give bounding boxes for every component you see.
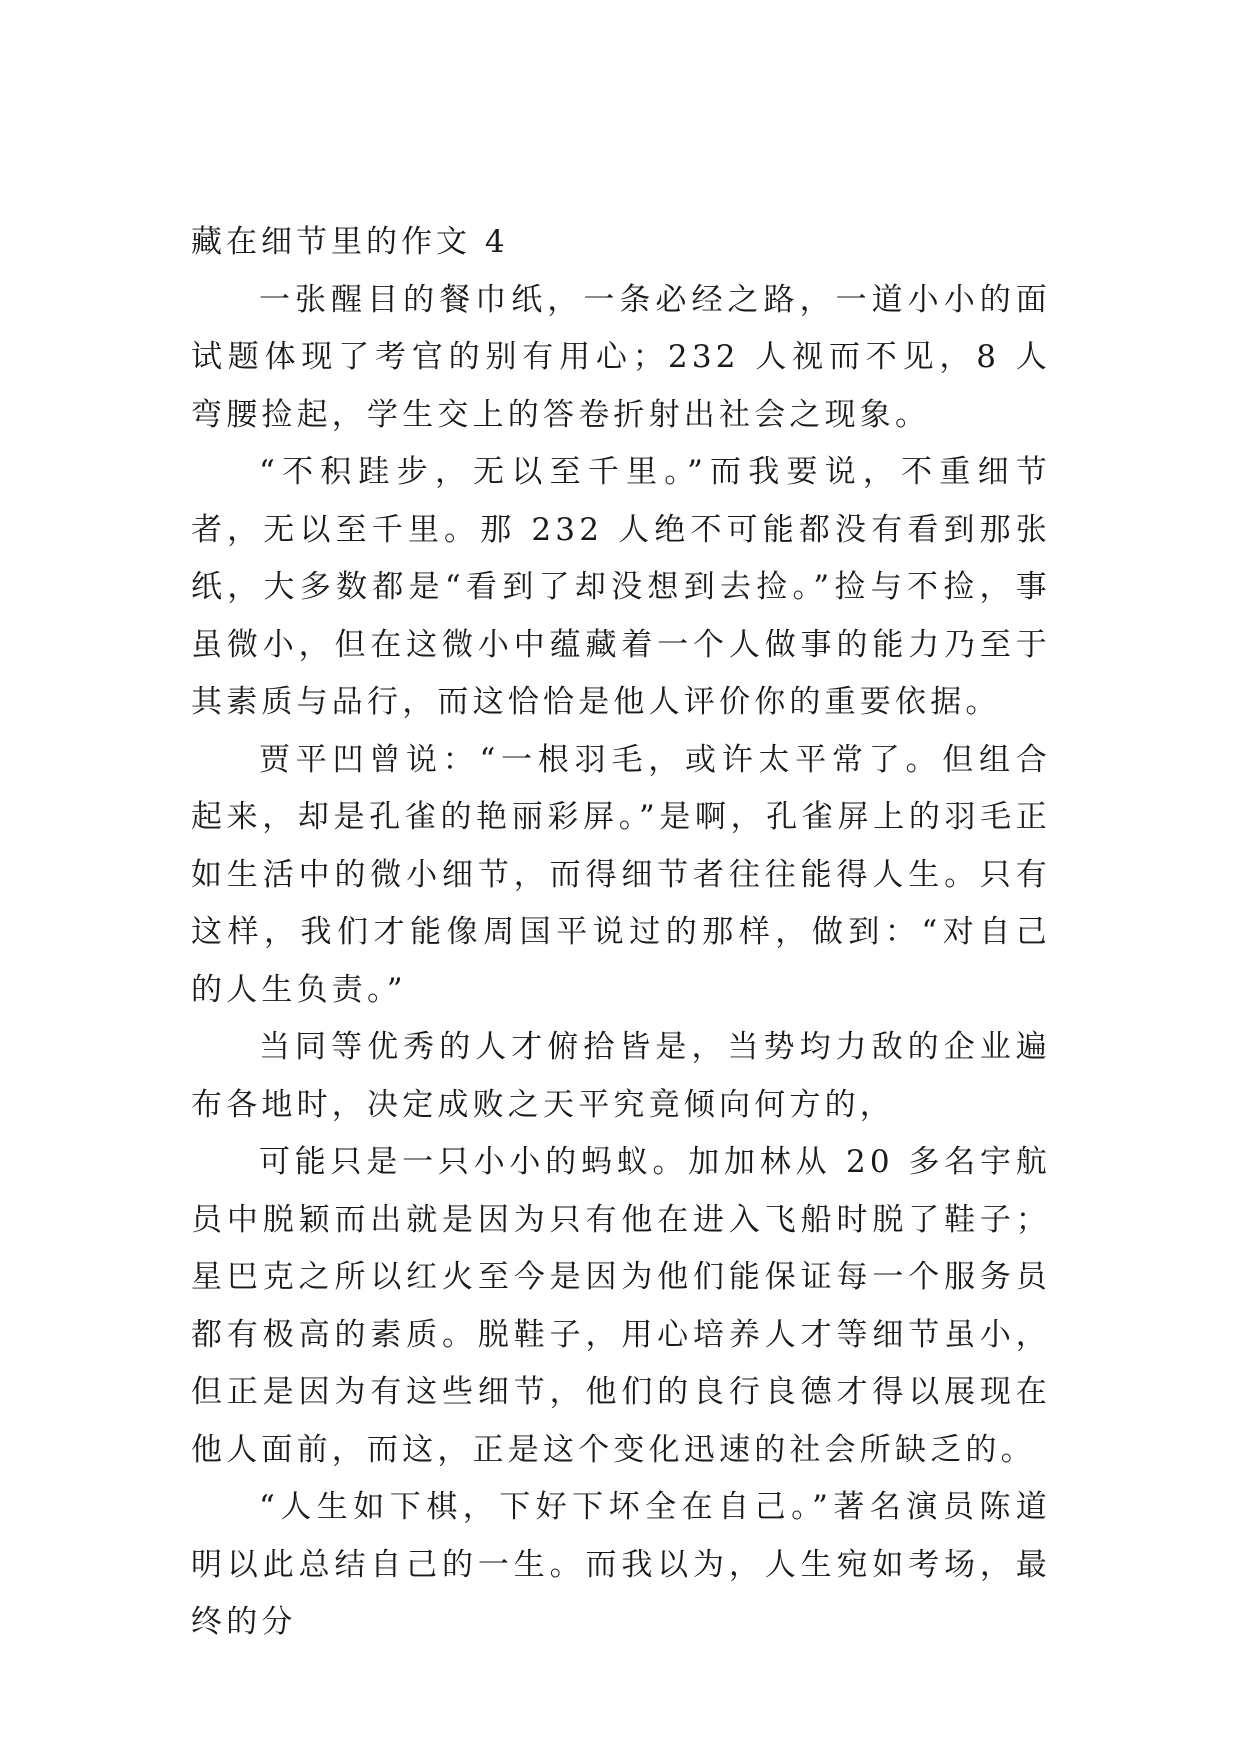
paragraph: 可能只是一只小小的蚂蚁。加加林从 20 多名宇航员中脱颖而出就是因为只有他在进入飞船时脱了鞋子；星巴克之所以红火至今是因为他们能保证每一个服务员都有极高的素质。脱鞋子，用心培养人才等细节虽小，但正是因为有这些细节，他们的良行良德才得以展现在他人面前，而这，正是这个变化迅速的社会所缺乏的。 <box>191 1144 1051 1468</box>
paragraph: 当同等优秀的人才俯拾皆是，当势均力敌的企业遍布各地时，决定成败之天平究竟倾向何方的， <box>191 1029 1051 1123</box>
document-title: 藏在细节里的作文 4 <box>191 224 509 260</box>
paragraph: 贾平凹曾说：“一根羽毛，或许太平常了。但组合起来，却是孔雀的艳丽彩屏。”是啊，孔雀屏上的羽毛正如生活中的微小细节，而得细节者往往能得人生。只有这样，我们才能像周国平说过的那样，做到：“对自己的人生负责。” <box>191 741 1051 1008</box>
paragraph: “不积跬步，无以至千里。”而我要说，不重细节者，无以至千里。那 232 人绝不可能都没有看到那张纸，大多数都是“看到了却没想到去捡。”捡与不捡，事虽微小，但在这微小中蕴藏着一个人做事的能力乃至于其素质与品行，而这恰恰是他人评价你的重要依据。 <box>191 454 1051 720</box>
paragraph: 一张醒目的餐巾纸，一条必经之路，一道小小的面试题体现了考官的别有用心；232 人视而不见，8 人弯腰捡起，学生交上的答卷折射出社会之现象。 <box>191 281 1051 433</box>
paragraph: “人生如下棋，下好下坏全在自己。”著名演员陈道明以此总结自己的一生。而我以为，人生宛如考场，最终的分 <box>191 1489 1051 1640</box>
document-body <box>191 214 1051 1652</box>
